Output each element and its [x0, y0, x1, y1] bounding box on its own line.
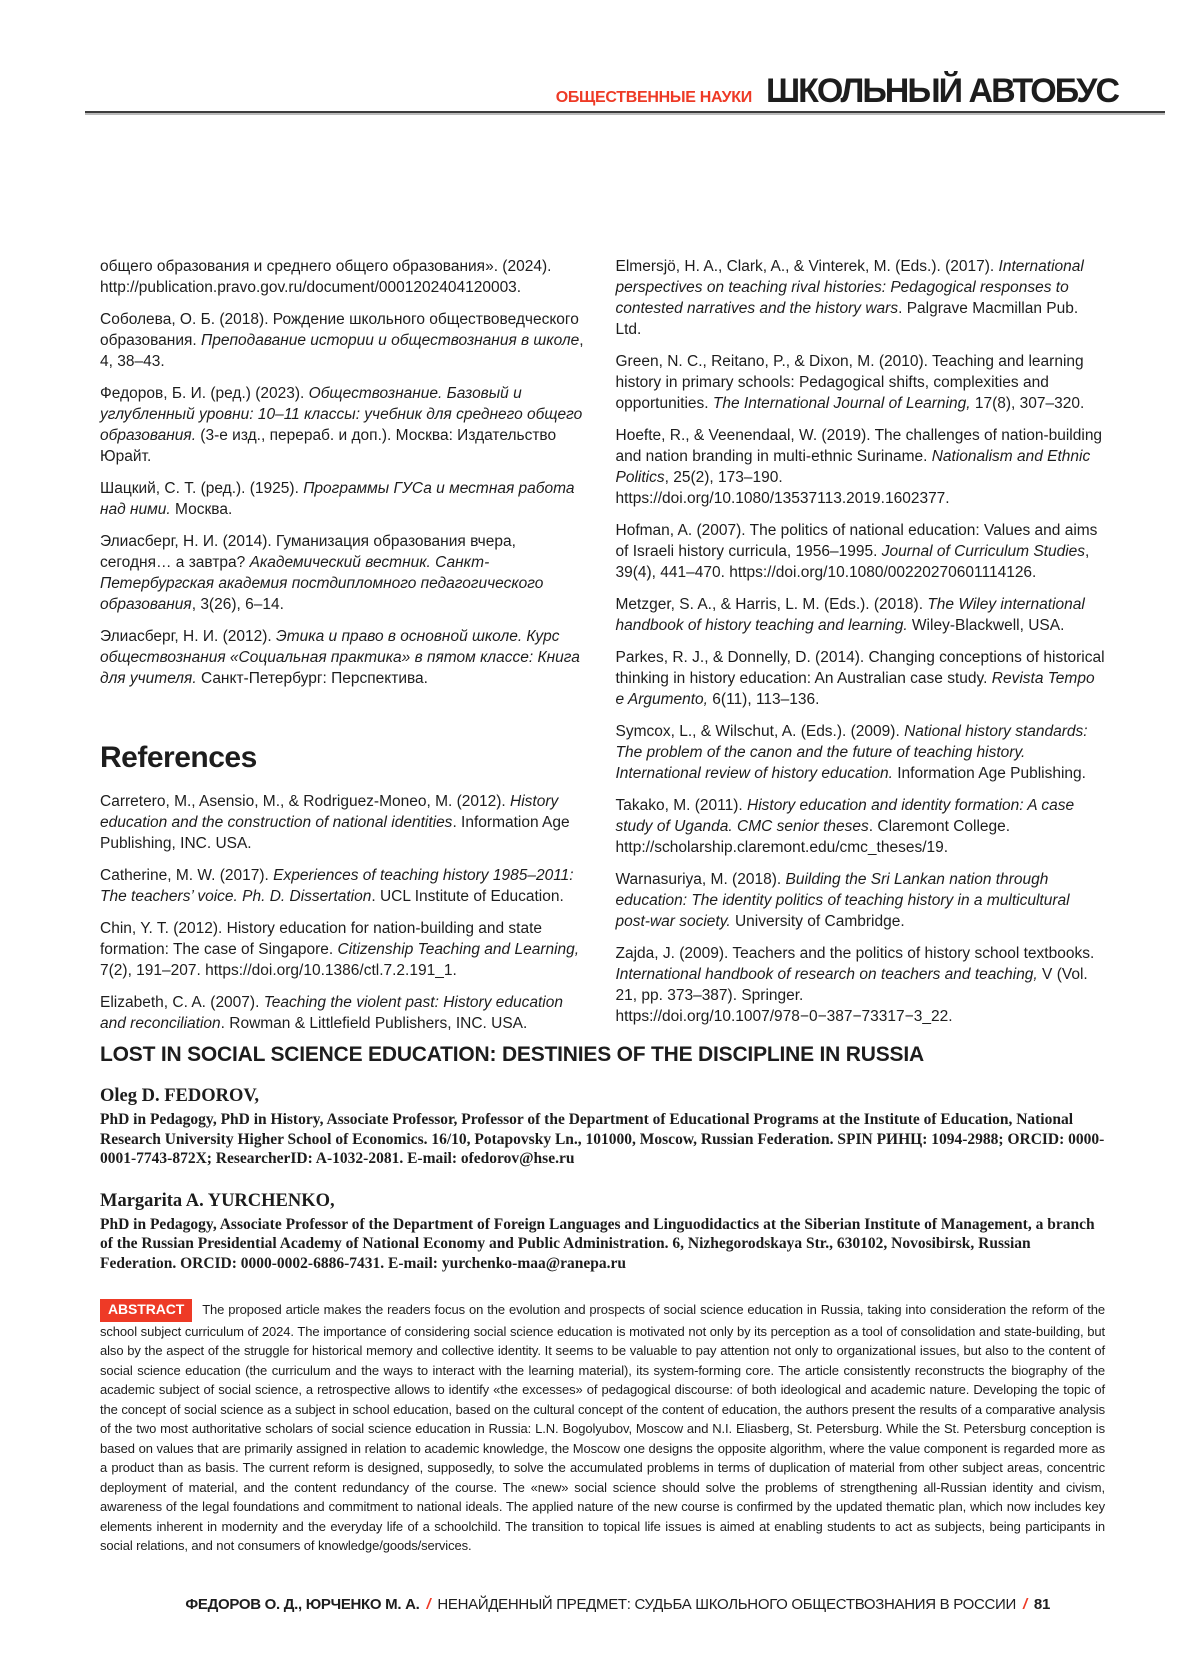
abstract-text: The proposed article makes the readers focus on the evolution and prospects of social science education in Russia, taking into consideration the reform of the school subject curriculum of 2024. The importance of considering social science education is motivated not only by its perception as a tool of consolidation and state-building, but also by the aspect of the struggle for historical memory and collective identity. It seems to be valuable to pay attention not only to organizational issues, but also to the content of social science education (the curriculum and the ways to interact with the learning material), its system-forming core. The article consistently reconstructs the biography of the academic subject of social science, a retrospective allows to identify «the excesses» of pedagogical discourse: of both ideological and academic nature. Developing the topic of the concept of social science as a subject in school education, based on the cultural concept of the content of education, the authors present the results of a comparative analysis of the two most authoritative scholars of social science education in Russia: L.N. Bogolyubov, Moscow and N.I. Eliasberg, St. Petersburg. While the St. Petersburg conception is based on values that are primarily assigned in relation to academic knowledge, the Moscow one designs the opposite algorithm, where the value component is regarded more as a product than as basis. The current reform is designed, supposedly, to solve the accumulated problems in terms of duplication of material from other subject areas, concentric deployment of material, and the content redundancy of the course. The «new» social science should solve the problems of strengthening all-Russian identity and civism, awareness of the legal foundations and commitment to national ideals. The applied nature of the new course is confirmed by the updated thematic plan, which now includes key elements inherent in modernity and the everyday life of a schoolchild. The transition to topical life issues is aimed at enabling students to act as subjects, being participants in social relations, and not consumers of knowledge/goods/services. [100, 1302, 1105, 1553]
reference-segment: International perspectives on teaching rival histories: Pedagogical responses to contested narratives and the history wars [615, 258, 1084, 317]
page-footer [100, 1596, 1050, 1613]
reference-segment: The Wiley international handbook of history teaching and learning. [615, 596, 1085, 634]
reference-item [100, 626, 590, 689]
reference-segment: . Information Age Publishing, INC. USA. [100, 814, 570, 852]
reference-segment: 7(2), 191–207. https://doi.org/10.1386/ctl.7.2.191_1. [100, 962, 457, 979]
author-block-yurchenko [100, 1191, 1105, 1274]
references-column-right [616, 256, 1106, 1045]
reference-segment: History education and the construction of national identities [100, 793, 559, 831]
reference-segment: (3-е изд., перераб. и доп.). Москва: Издательство Юрайт. [100, 427, 557, 465]
reference-segment: Zajda, J. (2009). Teachers and the politics of history school textbooks. [615, 945, 1095, 962]
journal-title: ШКОЛЬНЫЙ АВТОБУС [765, 72, 1118, 110]
reference-segment: The International Journal of Learning, [712, 395, 971, 412]
reference-segment: Building the Sri Lankan nation through education: The identity politics of teaching history in a multicultural post-war society. [615, 871, 1070, 930]
reference-item [100, 865, 590, 907]
references-russian-list [100, 256, 590, 689]
reference-segment: Chin, Y. T. (2012). History education for nation-building and state formation: The case of Singapore. [100, 920, 543, 958]
reference-segment: Академический вестник. Санкт-Петербургская академия постдипломного педагогического образования [100, 554, 544, 613]
reference-segment: Elizabeth, C. A. (2007). [100, 994, 264, 1011]
reference-item [616, 425, 1106, 509]
reference-segment: Experiences of teaching history 1985–2011: The teachers’ voice. Ph. D. Dissertation [100, 867, 574, 905]
footer-page-number: 81 [1033, 1596, 1050, 1613]
author-name: Oleg D. FEDOROV, [100, 1086, 259, 1106]
reference-segment: Elmersjö, H. A., Clark, A., & Vinterek, M. (Eds.). (2017). [615, 258, 999, 275]
reference-segment: Takako, M. (2011). [615, 797, 748, 814]
article-header-block [100, 1043, 1105, 1556]
header-divider [85, 111, 1165, 113]
reference-segment: University of Cambridge. [730, 913, 905, 930]
author-bio: PhD in Pedagogy, PhD in History, Associate Professor, Professor of the Department of Educational Programs at the Institute of Education, National Research University Higher School of Economics. 16/10, Potapovsky Ln., 101000, Moscow, Russian Federation. SPIN РИНЦ: 1094-2988; ORCID: 0000-0001-7743-872X; ResearcherID: A-1032-2081. E-mail: ofedorov@hse.ru [100, 1111, 1105, 1167]
reference-item [100, 478, 590, 520]
reference-item [616, 594, 1106, 636]
reference-segment: Элиасберг, Н. И. (2012). [100, 628, 276, 645]
reference-segment: Teaching the violent past: History education and reconciliation [100, 994, 563, 1032]
references-english-list-right [616, 256, 1106, 1027]
page-header [556, 72, 1118, 111]
reference-segment: History education and identity formation: A case study of Uganda. CMC senior theses [615, 797, 1075, 835]
reference-segment: , 39(4), 441–470. https://doi.org/10.1080/00220270601114126. [615, 543, 1090, 581]
reference-item [100, 992, 590, 1034]
reference-segment: Преподавание истории и обществознания в школе [201, 332, 580, 349]
abstract-label: ABSTRACT [100, 1299, 192, 1322]
author-bio: PhD in Pedagogy, Associate Professor of the Department of Foreign Languages and Linguodidactics at the Siberian Institute of Management, a branch of the Russian Presidential Academy of National Economy and Public Administration. 6, Nizhegorodskaya Str., 630102, Novosibirsk, Russian Federation. ORCID: 0000-0002-6886-7431. E-mail: yurchenko-maa@ranepa.ru [100, 1215, 1095, 1272]
reference-item [100, 918, 590, 981]
author-name: Margarita A. YURCHENKO, [100, 1190, 335, 1211]
reference-segment: Carretero, M., Asensio, M., & Rodriguez-Moneo, M. (2012). [100, 793, 511, 810]
reference-segment: Москва. [170, 501, 233, 518]
reference-item [616, 647, 1106, 710]
footer-authors: ФЕДОРОВ О. Д., ЮРЧЕНКО М. А. [185, 1596, 420, 1613]
reference-item [100, 383, 590, 467]
reference-segment: Nationalism and Ethnic Politics [615, 448, 1091, 486]
references-heading: References [100, 741, 257, 774]
reference-segment: Федоров, Б. И. (ред.) (2023). [100, 385, 309, 402]
reference-segment: Citizenship Teaching and Learning, [337, 941, 580, 958]
article-title: LOST IN SOCIAL SCIENCE EDUCATION: DESTINIES OF THE DISCIPLINE IN RUSSIA [100, 1043, 924, 1066]
reference-segment: Санкт-Петербург: Перспектива. [196, 670, 428, 687]
reference-segment: 17(8), 307–320. [970, 395, 1085, 412]
reference-segment: . UCL Institute of Education. [371, 888, 564, 905]
reference-segment: Шацкий, С. Т. (ред.). (1925). [100, 480, 304, 497]
reference-segment: 6(11), 113–136. [707, 691, 820, 708]
footer-separator-slash: / [1023, 1596, 1027, 1613]
reference-segment: V (Vol. 21, pp. 373–387). Springer. https://doi.org/10.1007/978−0−387−73317−3_22. [615, 966, 1088, 1025]
reference-segment: Warnasuriya, M. (2018). [615, 871, 786, 888]
reference-item [100, 791, 590, 854]
reference-item [616, 869, 1106, 932]
reference-item [100, 256, 590, 298]
footer-article-title: НЕНАЙДЕННЫЙ ПРЕДМЕТ: СУДЬБА ШКОЛЬНОГО ОБЩЕСТВОЗНАНИЯ В РОССИИ [437, 1596, 1017, 1613]
reference-segment: . Palgrave Macmillan Pub. Ltd. [615, 300, 1079, 338]
reference-item [100, 531, 590, 615]
section-label: ОБЩЕСТВЕННЫЕ НАУКИ [555, 89, 752, 106]
reference-item [100, 309, 590, 372]
reference-segment: . Rowman & Littlefield Publishers, INC. USA. [220, 1015, 528, 1032]
reference-segment: Metzger, S. A., & Harris, L. M. (Eds.). (2018). [615, 596, 928, 613]
footer-separator-slash: / [426, 1596, 431, 1613]
reference-segment: Hofman, A. (2007). The politics of national education: Values and aims of Israeli history curricula, 1956–1995. [615, 522, 1098, 560]
reference-segment: . Claremont College. http://scholarship.claremont.edu/cmc_theses/19. [615, 818, 1011, 856]
reference-segment: , 3(26), 6–14. [191, 596, 284, 613]
reference-segment: общего образования и среднего общего образования». (2024). http://publication.pravo.gov.ru/document/0001202404120003. [100, 258, 552, 296]
reference-segment: Этика и право в основной школе. Курс обществознания «Социальная практика» в пятом классе: Книга для учителя. [100, 628, 580, 687]
reference-segment: , 25(2), 173–190. https://doi.org/10.1080/13537113.2019.1602377. [615, 469, 950, 507]
reference-segment: Элиасберг, Н. И. (2014). Гуманизация образования вчера, сегодня… а завтра? [100, 533, 516, 571]
abstract-block [100, 1299, 1105, 1556]
references-english-list-left [100, 791, 590, 1034]
reference-segment: Программы ГУСа и местная работа над ними. [100, 480, 575, 518]
reference-segment: Symcox, L., & Wilschut, A. (Eds.). (2009). [615, 723, 905, 740]
references-column-left [100, 256, 590, 1045]
reference-item [616, 795, 1106, 858]
reference-item [616, 520, 1106, 583]
reference-item [616, 943, 1106, 1027]
reference-item [616, 351, 1106, 414]
reference-item [616, 256, 1106, 340]
author-block-fedorov [100, 1086, 1105, 1169]
reference-segment: National history standards: The problem of the canon and the future of teaching history. International review of history education. [615, 723, 1088, 782]
reference-segment: Hoefte, R., & Veenendaal, W. (2019). The challenges of nation-building and nation branding in multi-ethnic Suriname. [615, 427, 1103, 465]
reference-segment: Wiley-Blackwell, USA. [907, 617, 1065, 634]
reference-segment: Обществознание. Базовый и углубленный уровни: 10–11 классы: учебник для среднего общего образования. [100, 385, 583, 444]
reference-segment: Information Age Publishing. [892, 765, 1086, 782]
references-columns [100, 256, 1105, 1045]
reference-segment: , 4, 38–43. [100, 332, 584, 370]
reference-segment: Parkes, R. J., & Donnelly, D. (2014). Changing conceptions of historical thinking in history education: An Australian case study. [615, 649, 1105, 687]
reference-segment: Соболева, О. Б. (2018). Рождение школьного обществоведческого образования. [100, 311, 579, 349]
reference-segment: Revista Tempo e Argumento, [615, 670, 1095, 708]
reference-segment: Journal of Curriculum Studies [881, 543, 1086, 560]
reference-item [616, 721, 1106, 784]
reference-segment: Green, N. C., Reitano, P., & Dixon, M. (2010). Teaching and learning history in primary schools: Pedagogical shifts, complexities and opportunities. [615, 353, 1084, 412]
reference-segment: International handbook of research on teachers and teaching, [615, 966, 1038, 983]
reference-segment: Catherine, M. W. (2017). [100, 867, 274, 884]
